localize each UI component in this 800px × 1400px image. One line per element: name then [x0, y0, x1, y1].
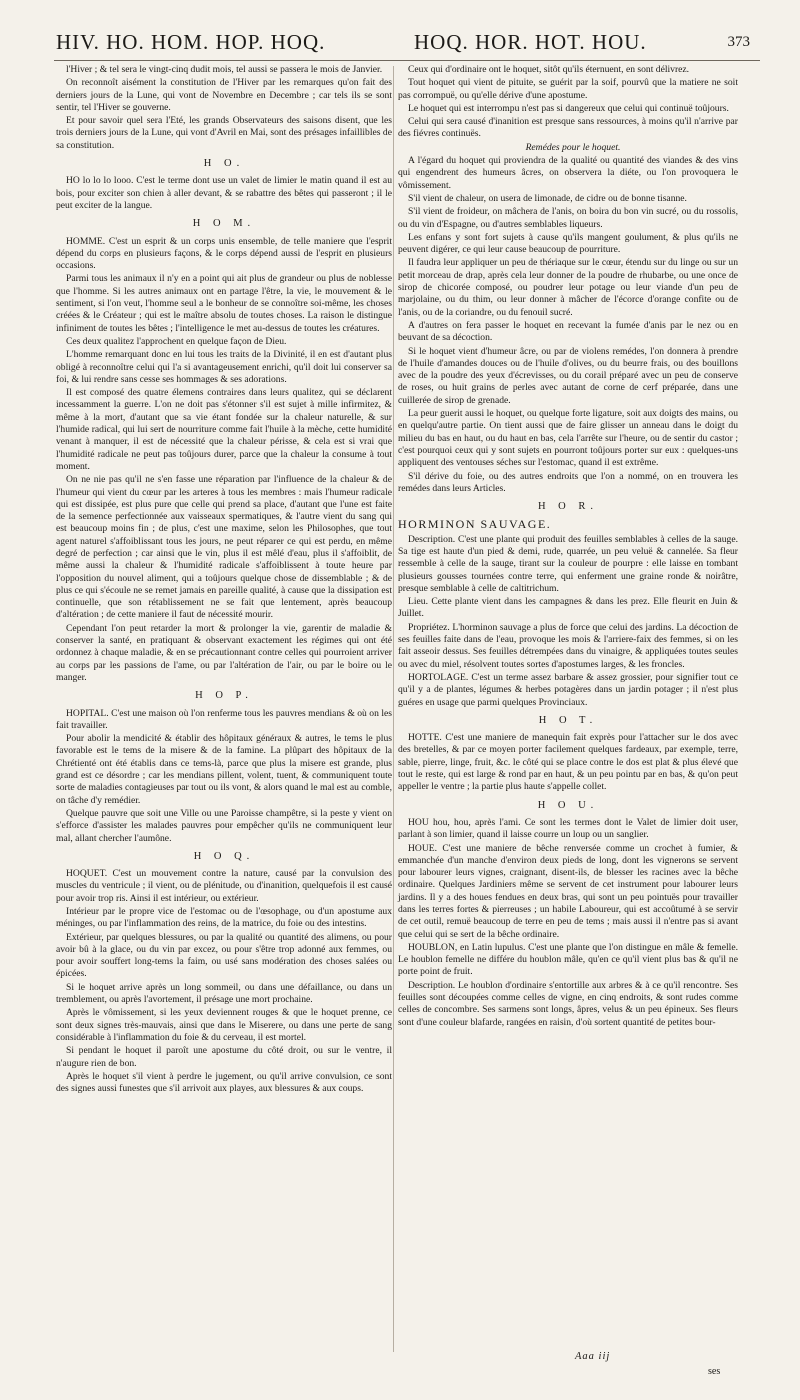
paragraph: Tout hoquet qui vient de pituite, se guérit par la soif, pourvû que la matiere ne soit pas corrompuë, ou qu'elle dérive d'une apostume. — [398, 77, 738, 101]
paragraph: L'homme remarquant donc en lui tous les traits de la Divinité, il en est d'autant plus obligé à reconnoître celui qui l'a si avantageusement enrichi, qu'il doit lui conserver sa foi, & lui rendre sans cesse ses hommages & ses adorations. — [56, 349, 392, 385]
catchword: ses — [708, 1366, 721, 1377]
paragraph: A l'égard du hoquet qui proviendra de la qualité ou quantité des viandes & des vins qui engendrent des humeurs âcres, on observera la diéte, ou l'on provoquera le vômissement. — [398, 155, 738, 191]
paragraph: On ne nie pas qu'il ne s'en fasse une réparation par l'influence de la chaleur & de l'humeur qui vient du cœur par les arteres à tous les membres : mais l'humeur radicale qui est dissipée, est plus pure que celle qui prend sa place, d'autant que l'une est faite de la semence perfectionnée aux vaisseaux spermatiques, & l'autre vient du sang qui est beaucoup moins fin ; de plus, c'est une maxime, selon les Philosophes, que tout agent naturel s'affoiblissant tous les jours, ne peut réparer ce qui est perdu, en même degré de perfection ; car ainsi que le vin, plus il est mêlé d'eau, plus il s'affoiblit, de même aussi la chaleur & l'humidité radicale s'affoiblissent à toute heure par l'opposition du nouvel aliment, qui a toûjours quelque chose de dissemblable ; & de plus ce qui s'écoule ne se remet jamais en pareille qualité, à cause que la dissipation est continuelle, que son rétablissement ne se fait que lentement, après beaucoup d'altération ; de cette maniere il faut de nécessité mourir. — [56, 474, 392, 621]
paragraph: S'il dérive du foie, ou des autres endroits que l'on a nommé, on en trouvera les remédes dans leurs Articles. — [398, 470, 738, 494]
paragraph: Description. C'est une plante qui produit des feuilles semblables à celles de la sauge. Sa tige est haute d'un pied & demi, rude, quarrée, un peu veluë & cannelée. Sa fleur ressemble à celle de la sauge, tirant sur la couleur de pourpre : elle laisse en tombant plusieurs gousses tournées contre terre, qui enferment une graine ronde & noirâtre, presque semblable à celle de caltitrichum. — [398, 533, 738, 594]
paragraph: Si pendant le hoquet il paroît une apostume du côté droit, ou sur le ventre, il n'augure rien de bon. — [56, 1045, 392, 1069]
paragraph: Quelque pauvre que soit une Ville ou une Paroisse champêtre, si la peste y vient on s'efforce d'assister les malades pauvres pour empêcher qu'ils ne communiquent leur mal, allant chercher l'aumône. — [56, 807, 392, 844]
paragraph: Il faudra leur appliquer un peu de thériaque sur le cœur, étendu sur du linge ou sur un petit morceau de drap, après cela leur donner de la poudre de rhubarbe, ou une once de sirop de chicorée composé, ou poudrer leur potage ou leur viande d'un peu de marjolaine, ou du thim, ou leur donner à mâcher de l'écorce d'orange confite ou de l'anis, ou de la coriandre, ou du fenouil sucré. — [398, 257, 738, 318]
paragraph: HOQUET. C'est un mouvement contre la nature, causé par la convulsion des muscles du ventricule ; il vient, ou de plénitude, ou d'inanition, quelquefois il est causé pour avoir trop ris. Ainsi il est intérieur, ou extérieur. — [56, 868, 392, 904]
subheading: Remédes pour le hoquet. — [525, 141, 621, 153]
paragraph: Pour abolir la mendicité & établir des hôpitaux généraux & autres, le tems le plus favorable est le tems de la misere & de la famine. La plûpart des hôpitaux de la Chrétienté ont été établis dans ce tems-là, parce que plus la misere est grande, plus grand est ce désordre ; car les mendians pillent, volent, tuent, & communiquent toute sorte de maladies contagieuses par tout ou ils vont, & alors quand le mal est au comble, on tâche d'y remédier. — [56, 733, 392, 806]
column-divider — [393, 66, 394, 1352]
paragraph: S'il vient de chaleur, on usera de limonade, de cidre ou de bonne tisanne. — [408, 192, 687, 204]
paragraph: Les enfans y sont fort sujets à cause qu'ils mangent goulument, & plus qu'ils ne peuvent digérer, ce qui leur cause beaucoup de pourriture. — [398, 231, 738, 256]
paragraph: Celui qui sera causé d'inanition est presque sans ressources, à moins qu'il n'arrive par des fiévres continuës. — [398, 116, 738, 140]
section-heading: H O. — [203, 158, 245, 170]
paragraph: Si le hoquet vient d'humeur âcre, ou par de violens remédes, l'on donnera à prendre de l'huile d'amandes douces ou de l'huile d'olives, ou du beurre frais, ou des bouillons avec de la poudre des yeux d'écrevisses, ou du corail préparé avec un peu de conserve de roses, ou huit grains de perles avec autant de corne de cerf préparée, dans une cuillerée de sirop de grenade. — [398, 345, 738, 406]
page-number: 373 — [727, 34, 750, 50]
section-heading: H O U. — [537, 799, 599, 811]
paragraph: On reconnoît aisément la constitution de l'Hiver par les remarques qu'on fait des derniers jours de la Lune, qui vont de Novembre en Decembre ; car tels ils se sont sentir, tel l'Hiver se gouverne. — [56, 77, 392, 113]
paragraph: HOMME. C'est un esprit & un corps unis ensemble, de telle maniere que l'esprit dépend du corps en plusieurs façons, & le corps dépend aussi de l'esprit en plusieurs occasions. — [56, 235, 392, 272]
paragraph: Ces deux qualitez l'approchent en quelque façon de Dieu. — [66, 335, 287, 347]
paragraph: Parmi tous les animaux il n'y en a point qui ait plus de grandeur ou plus de noblesse que l'homme. Si les autres animaux ont en partage l'être, la vie, le mouvement & le sentiment, si l'on veut, l'homme seul a le bonheur de se connoître soi-même, les choses créées & le Créateur ; qui est le maître absolu de toutes choses. La raison le distingue infiniment de toutes les bêtes ; l'intelligence le met au-dessus de toutes les créatures. — [56, 273, 392, 334]
paragraph: Le hoquet qui est interrompu n'est pas si dangereux que celui qui continuë toûjours. — [408, 102, 729, 114]
paragraph: Après le vômissement, si les yeux deviennent rouges & que le hoquet prenne, ce sont deux signes très-mauvais, ainsi que dans le Miserere, ou dans une perte de sang considérable à l'inflammation du foie & du cerveau, il est mortel. — [56, 1007, 392, 1043]
paragraph: Cependant l'on peut retarder la mort & prolonger la vie, garentir de maladie & conserver la santé, en pratiquant & observant exactement les régimes qui ont été ordonnez à chaque maladie, & en se précautionnant contre celles qui pourroient arriver au corps par les passions de l'ame, ou par l'altération de l'air, ou par le boire ou le manger. — [56, 622, 392, 683]
section-heading: H O P. — [195, 690, 253, 702]
running-head-left: HIV. HO. HOM. HOP. HOQ. — [56, 30, 326, 54]
paragraph: Propriétez. L'horminon sauvage a plus de force que celui des jardins. La décoction de ses feuilles faite dans de l'eau, provoque les mois & l'arriere-faix des femmes, si on les fait asseoir dessus. Ses feuilles détrempées dans du vinaigre, & appliquées toutes seules ou avec du miel, résolvent toutes sortes d'apostumes larges, & les froncles. — [398, 621, 738, 670]
paragraph: HOU hou, hou, après l'ami. Ce sont les termes dont le Valet de limier doit user, parlant à son limier, quand il laisse courre un loup ou un sanglier. — [398, 816, 738, 841]
section-heading: H O R. — [537, 501, 599, 513]
paragraph: Lieu. Cette plante vient dans les campagnes & dans les prez. Elle fleurit en Juin & Juillet. — [398, 596, 738, 620]
right-column — [398, 64, 738, 1029]
paragraph: Intérieur par le propre vice de l'estomac ou de l'œsophage, ou d'un apostume aux méninges, ou par l'inflammation des reins, de la matrice, du foie ou des intestins. — [56, 906, 392, 930]
section-heading: H O T. — [538, 714, 598, 726]
running-header — [56, 30, 760, 60]
paragraph: HOPITAL. C'est une maison où l'on renferme tous les pauvres mendians & où on les fait travailler. — [56, 707, 392, 731]
paragraph: Description. Le houblon d'ordinaire s'entortille aux arbres & à ce qu'il rencontre. Ses feuilles sont découpées comme celles de vigne, en cinq endroits, & sont rudes comme celles de concombre. Ses sarmens sont longs, âpres, velus & un peu épineux. Ses fleurs sont d'une couleur blafarde, rangées en raisin, d'où sortent quantité de petites bour- — [398, 979, 738, 1028]
paragraph: HOUBLON, en Latin lupulus. C'est une plante que l'on distingue en mâle & femelle. Le houblon femelle ne différe du houblon mâle, qu'en ce qu'il vient plus bas & qu'il ne porte point de fruit. — [398, 941, 738, 978]
section-heading: H O Q. — [193, 850, 255, 862]
paragraph: Après le hoquet s'il vient à perdre le jugement, ou qu'il arrive convulsion, ce sont des signes aussi funestes que s'il arrivoit aux playes, aux blessures & aux coups. — [56, 1070, 392, 1095]
paragraph: Ceux qui d'ordinaire ont le hoquet, sitôt qu'ils éternuent, en sont délivrez. — [408, 64, 690, 75]
paragraph: S'il vient de froideur, on mâchera de l'anis, on boira du bon vin sucré, ou du rossolis, ou du vin d'Espagne, ou d'autres semblables liqueurs. — [398, 206, 738, 230]
entry-title: HORMINON SAUVAGE. — [398, 517, 552, 532]
paragraph: HOTTE. C'est une maniere de manequin fait exprès pour l'attacher sur le dos avec des bretelles, & par ce moyen porter facilement quelques fardeaux, par exemple, terre, sable, pierre, linge, fruit, &c. le côté qui se place contre le dos est plat & plus élevé que tout le reste, qui est large & rond par en haut, & un peu pointu par en bas, & qu'on peut appeller le ventre ; la partie plus haute s'appelle collet. — [398, 732, 738, 793]
paragraph: HORTOLAGE. C'est un terme assez barbare & assez grossier, pour signifier tout ce qu'il y a de plantes, légumes & herbes potagères dans un jardin potager ; il n'est plus guéres en usage que parmi quelques Provinciaux. — [398, 671, 738, 708]
header-rule — [54, 60, 760, 61]
paragraph: Il est composé des quatre élemens contraires dans leurs qualitez, qui se déclarent incessamment la guerre. L'on ne doit pas s'étonner s'il est sujet à mille infirmitez, & même à la mort, d'autant que sa vie étant fondée sur la chaleur naturelle, & sur l'humide radical, qui lui sert de nourriture comme fait l'huile à la mèche, cette humidité venant à manquer, il est de nécessité que la chaleur périsse, & cela est si vrai que l'humidité radicale ne peut pas toûjours durer, parce que la chaleur la consume à tout moment. — [56, 387, 392, 472]
running-head-right: HOQ. HOR. HOT. HOU. — [414, 30, 647, 54]
paragraph: HO lo lo lo looo. C'est le terme dont use un valet de limier le matin quand il est au bois, pour exciter son chien à aller devant, & se rabattre des bêtes qui passeront ; il le peut exciter de la langue. — [56, 175, 392, 211]
paragraph: Et pour savoir quel sera l'Eté, les grands Observateurs des saisons disent, que les trois derniers jours de la Lune, qui vont d'Avril en Mai, sont des présages infaillibles de sa constitution. — [56, 115, 392, 151]
paragraph: Extérieur, par quelques blessures, ou par la qualité ou quantité des alimens, ou pour avoir bû à la glace, ou du vin par excez, ou pour s'être trop adonné aux femmes, ou pour avoir souffert long-tems la faim, ou usé sans modération des choses salées ou épicées. — [56, 931, 392, 980]
paragraph: La peur guerit aussi le hoquet, ou quelque forte ligature, soit aux doigts des mains, ou en quelqu'autre partie. On tient aussi que de faire glisser un anneau dans le doigt du milieu du bas en haut, ou du haut en bas, cela l'arrête sur l'heure, ou de sentir du castor ; c'est pourquoi ceux qui y sont sujets en pourront toûjours porter sur eux : quelques-uns appliquent des ventouses séches sur l'estomac, quand il est extrême. — [398, 408, 738, 469]
left-column — [56, 64, 392, 1095]
paragraph: Si le hoquet arrive après un long sommeil, ou dans une défaillance, ou dans un tremblement, ou après l'avortement, il présage une mort prochaine. — [56, 981, 392, 1006]
paragraph: l'Hiver ; & tel sera le vingt-cinq dudit mois, tel aussi se passera le mois de Janvier. — [66, 64, 383, 75]
paragraph: A d'autres on fera passer le hoquet en recevant la fumée d'anis par le nez ou en beuvant de sa décoction. — [398, 319, 738, 344]
signature-mark: Aaa iij — [575, 1351, 611, 1362]
paragraph: HOUE. C'est une maniere de bêche renversée comme un crochet à fumier, & emmanchée d'un manche d'environ deux pieds de long, dont les vignerons se servent pour labourer leurs vignes, craignant, disent-ils, de blesser les racines avec la bêche ordinaire. Quelques Jardiniers même se servent de cet instrument pour labourer leurs jardins. Il y a des houes fendues en deux bras, qui sont un peu pointuës pour travailler dans les terres fortes & pierreuses ; un habile Laboureur, qui est accoûtumé à se servir de cet outil, remuë beaucoup de terre en peu de tems ; mais aussi il n'entre pas si avant que celui qui se sert de la bêche ordinaire. — [398, 842, 738, 940]
section-heading: H O M. — [192, 218, 256, 230]
